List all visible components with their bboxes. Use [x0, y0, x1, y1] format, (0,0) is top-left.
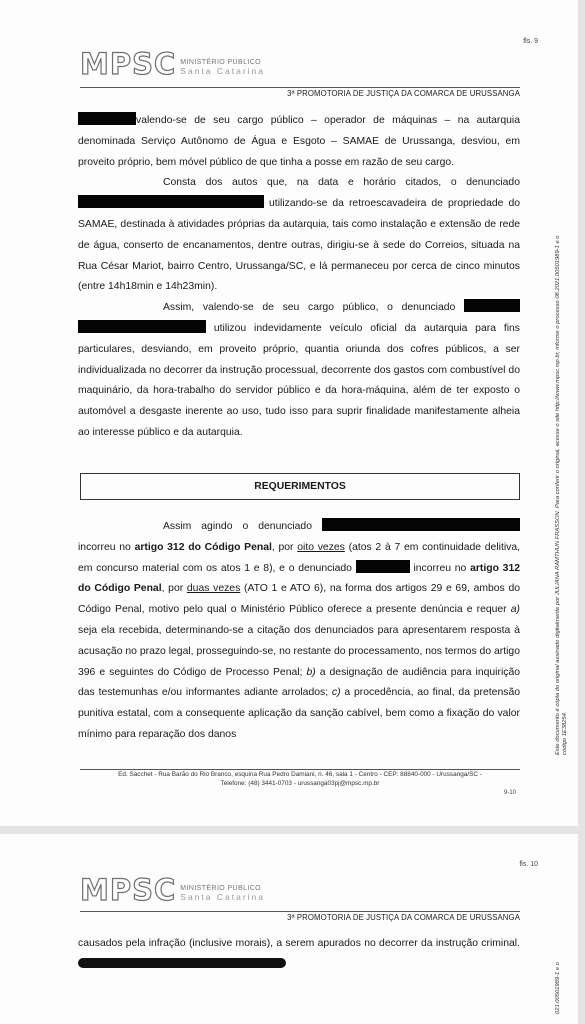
redaction-bar	[356, 560, 410, 573]
body-text-requerimentos	[78, 517, 520, 746]
body-text	[78, 934, 520, 976]
logo-mark: MPSC	[80, 47, 177, 81]
redaction-bar	[78, 195, 264, 208]
paragraph-3: Assim, valendo-se de seu cargo público, o denunciado utilizou indevidamente veículo oficial da autarquia para fins particulares, desviando, em proveito próprio, quantia oriunda dos cofres públicos, a ser individualizada no decorrer da instrução processual, decorrente dos gastos com combustível do maquinário, da hora-trabalho do servidor público e da hora-máquina, além de ter exposto o automóvel a desgaste inerente ao uso, tudo isso para suprir finalidade manifestamente alheia ao interesse público e da autarquia.	[78, 298, 520, 444]
header-divider	[80, 911, 520, 912]
mpsc-logo	[80, 47, 265, 81]
folio-number: fls. 10	[519, 861, 538, 868]
footer-divider	[80, 769, 520, 770]
page-number: 9-10	[503, 790, 516, 796]
paragraph-4: Assim agindo o denunciado incorreu no artigo 312 do Código Penal, por oito vezes (atos 2 à 7 em continuidade delitiva, em concurso material com os atos 1 e 8), e o denunciado incorreu no artigo 312 do Código Penal, por duas vezes (ATO 1 e ATO 6), na forma dos artigos 29 e 69, ambos do Código Penal, motivo pelo qual o Ministério Público oferece a presente denúncia e requer a) seja ela recebida, determinando-se a citação dos denunciados para apresentarem resposta à acusação no prazo legal, prosseguindo-se, no restante do processamento, nos termos do artigo 396 e seguintes do Código de Processo Penal; b) a designação de audiência para inquirição das testemunhas e/ou informantes adiante arrolados; c) a procedência, ao final, da pretensão punitiva estatal, com a consequente aplicação da sanção cabível, bem como a fixação do valor mínimo para reparação dos danos	[78, 517, 520, 746]
page-footer: Ed. Sacchet - Rua Barão do Rio Branco, esquina Rua Pedro Damiani, n. 46, sala 1 - Centro - CEP: 88840-000 - Urussanga/SC - Telefone: (48) 3441-0703 - urussanga03pj@mpsc.mp.br	[118, 771, 482, 787]
redaction-bar	[464, 299, 520, 312]
header-divider	[80, 87, 520, 88]
mpsc-logo	[80, 873, 265, 907]
paragraph-2: Consta dos autos que, na data e horário citados, o denunciado utilizando-se da retroescavadeira de propriedade do SAMAE, destinada à atividades próprias da autarquia, tais como instalação e extensão de rede de água, conserto de encanamentos, dentre outras, dirigiu-se à sede do Correios, situada na Rua César Mariot, bairro Centro, Urussanga/SC, e lá permaneceu por cerca de cinco minutos (entre 14h18min e 14h23min).	[78, 177, 521, 293]
section-title-requerimentos: REQUERIMENTOS	[80, 473, 520, 500]
redaction-bar	[322, 518, 520, 531]
paragraph-1: valendo-se de seu cargo público – operador de máquinas – na autarquia denominada Serviço Autônomo de Água e Esgoto – SAMAE de Urussanga, desviou, em proveito próprio, bem móvel público de que tinha a posse em razão de seu cargo.	[78, 111, 520, 173]
promotoria-header: 3ª PROMOTORIA DE JUSTIÇA DA COMARCA DE URUSSANGA	[287, 89, 520, 98]
redaction-bar	[78, 112, 136, 125]
logo-mark: MPSC	[80, 873, 177, 907]
redaction-bar	[78, 320, 206, 333]
logo-line-2: Santa Catarina	[180, 891, 265, 902]
logo-line-1: MINISTÉRIO PÚBLICO	[180, 59, 262, 67]
folio-number: fls. 9	[523, 38, 538, 45]
redaction-line	[78, 958, 286, 968]
digital-signature-note: 021.00501989-1 e o	[555, 962, 561, 1014]
logo-line-1: MINISTÉRIO PÚBLICO	[180, 885, 262, 893]
digital-signature-note: Este documento é cópia do original assinado digitalmente por JULIANA RAMTHUN FRASSON. Para conferir o original, acesse o site http://www.mpsc.mp.br, informe o processo 08.2021.00501989-1 e o código 1E38254.	[555, 235, 568, 755]
body-text	[78, 111, 520, 444]
promotoria-header: 3ª PROMOTORIA DE JUSTIÇA DA COMARCA DE URUSSANGA	[287, 913, 520, 922]
document-page-10	[0, 834, 578, 1024]
logo-line-2: Santa Catarina	[180, 65, 265, 76]
paragraph-continued: causados pela infração (inclusive morais), a serem apurados no decorrer da instrução criminal.	[78, 934, 520, 976]
